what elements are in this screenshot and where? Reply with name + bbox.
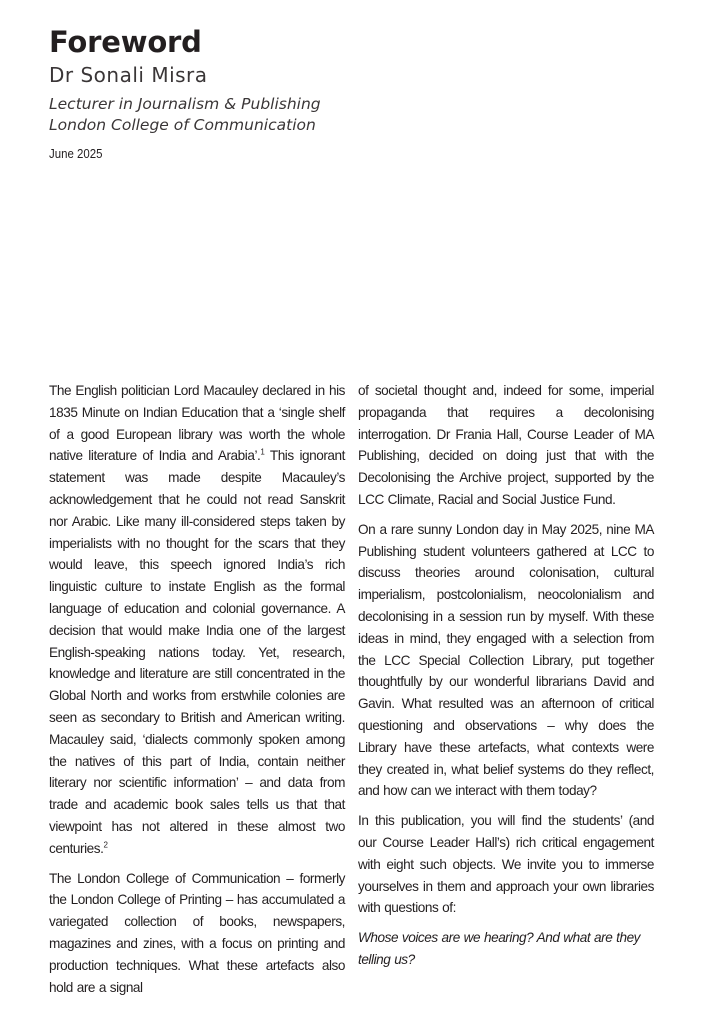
- author-institution: London College of Communication: [49, 116, 316, 134]
- paragraph-session: On a rare sunny London day in May 2025, nine MA Publishing student volunteers gathered at LCC to discuss theories around colonisation, cultural imperialism, postcolonialism, neocolonialism and decolonising in a session run by myself. With these ideas in mind, they engaged with a selection from the LCC Special Collection Library, put together thoughtfully by our wonderful librarians David and Gavin. What resulted was an afternoon of critical questioning and observations – why does the Library have these artefacts, what contexts were they created in, what belief systems do they reflect, and how can we interact with them today?: [358, 521, 654, 799]
- author-role-title: Lecturer in Journalism & Publishing: [49, 95, 321, 113]
- foreword-header: [49, 24, 649, 163]
- closing-question: Whose voices are we hearing? And what are they telling us?: [358, 930, 641, 967]
- paragraph-decolonising-project: of societal thought and, indeed for some, imperial propaganda that requires a decolonising interrogation. Dr Frania Hall, Course Leader of MA Publishing, decided on doing just that with the Decolonising the Archive project, supported by the LCC Climate, Racial and Social Justice Fund.: [358, 383, 654, 507]
- footnote-ref-1: 1: [260, 447, 265, 457]
- author-name: Dr Sonali Misra: [49, 63, 208, 87]
- publication-date: June 2025: [49, 146, 103, 161]
- body-column-left: [49, 380, 345, 1006]
- paragraph-publication: In this publication, you will find the students’ (and our Course Leader Hall’s) rich critical engagement with eight such objects. We invite you to immerse yourselves in them and approach your own libraries with questions of:: [358, 813, 654, 916]
- paragraph-text: The English politician Lord Macauley declared in his 1835 Minute on Indian Education that a ‘single shelf of a good European library was worth the whole native literature of India and Arabia’.: [49, 383, 345, 464]
- body-column-right: [358, 380, 654, 979]
- footnote-ref-2: 2: [103, 840, 108, 850]
- paragraph-lcc: The London College of Communication – formerly the London College of Printing – has accumulated a variegated collection of books, newspapers, magazines and zines, with a focus on printing and production techniques. What these artefacts also hold are a signal: [49, 870, 345, 995]
- page-title: Foreword: [49, 25, 202, 59]
- paragraph-text: This ignorant statement was made despite Macauley’s acknowledgement that he could not read Sanskrit nor Arabic. Like many ill-considered steps taken by imperialists with no thought for the scars that they would leave, this speech ignored India’s rich linguistic culture to instate English as the formal language of education and colonial governance. A decision that would make India one of the largest English-speaking nations today. Yet, research, knowledge and literature are still concentrated in the Global North and works from erstwhile colonies are seen as secondary to British and American writing. Macauley said, ‘dialects commonly spoken among the natives of this part of India, contain neither literary nor scientific information’ – and data from trade and academic book sales tells us that that viewpoint has not altered in these almost two centuries.: [49, 448, 345, 856]
- paragraph-macauley: [49, 380, 345, 860]
- author-role: [49, 94, 649, 136]
